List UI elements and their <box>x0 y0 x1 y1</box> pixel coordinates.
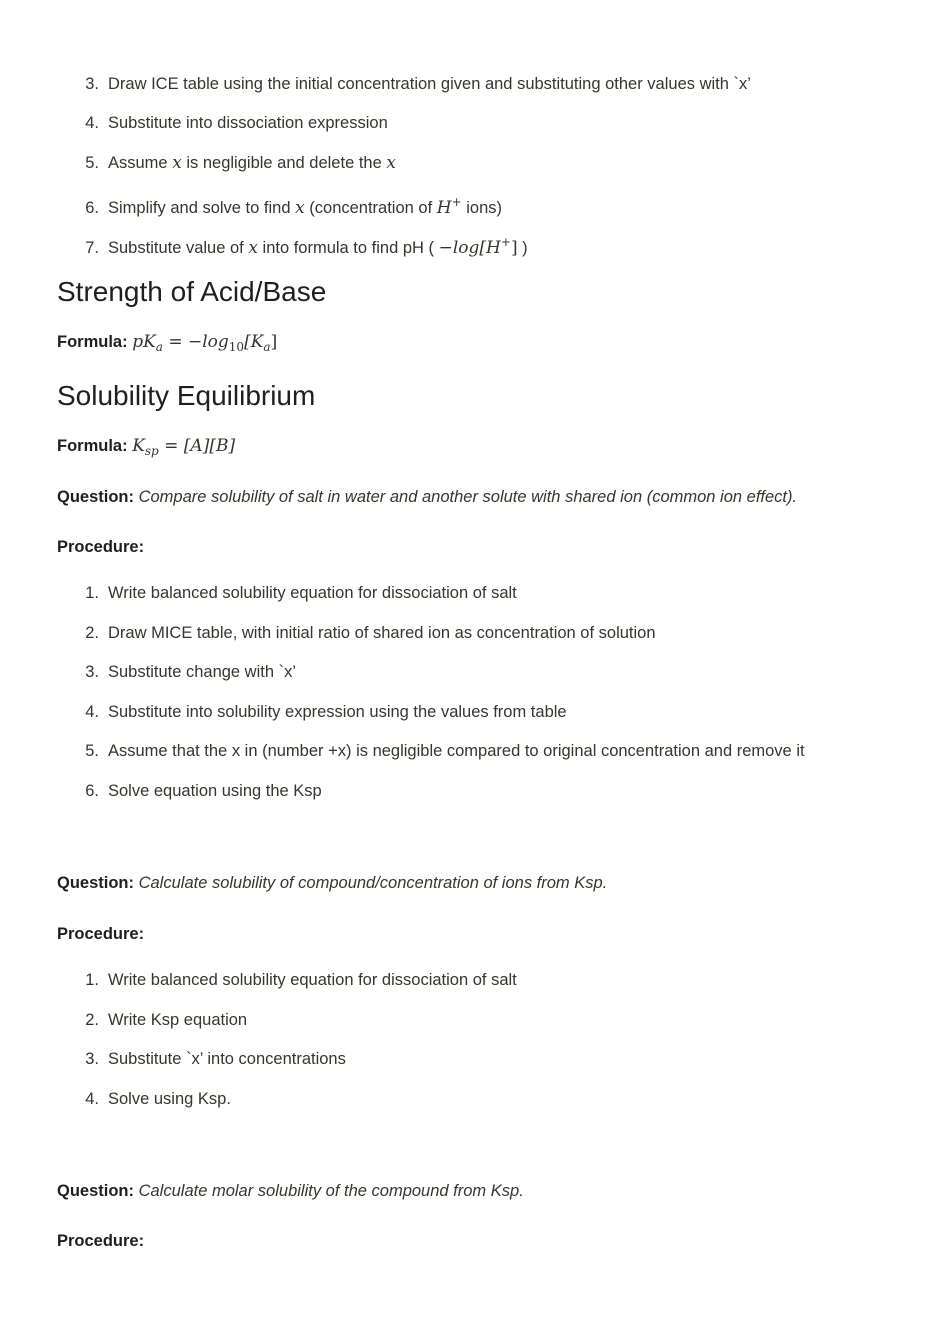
question-line <box>57 872 607 894</box>
procedure-label: Procedure: <box>57 538 145 556</box>
list-number: 7. <box>85 239 99 257</box>
section-heading-solubility: Solubility Equilibrium <box>57 380 316 411</box>
list-text-post: ions) <box>461 199 503 217</box>
question-text: Calculate solubility of compound/concentration of ions from Ksp. <box>138 874 608 892</box>
question-label: Question: <box>57 874 134 892</box>
list-item <box>57 701 567 723</box>
question-text: Compare solubility of salt in water and another solute with shared ion (common ion effect). <box>138 488 798 506</box>
list-text: Substitute into solubility expression using the values from table <box>108 703 567 721</box>
list-text: Substitute into dissociation expression <box>108 114 388 132</box>
list-item <box>57 622 656 644</box>
pka-formula: $pK_a = -\log_{10}[K_a]$ <box>132 332 278 354</box>
list-text: Draw ICE table using the initial concentration given and substituting other values with `x’ <box>108 75 751 93</box>
formula-label: Formula: <box>57 437 128 455</box>
formula-line <box>57 331 277 358</box>
list-number: 1. <box>85 584 99 602</box>
list-text: Write balanced solubility equation for dissociation of salt <box>108 584 517 602</box>
question-text: Calculate molar solubility of the compound from Ksp. <box>138 1182 524 1200</box>
section-heading-strength: Strength of Acid/Base <box>57 276 327 307</box>
list-item <box>57 1048 346 1070</box>
question-line <box>57 1180 524 1202</box>
procedure-label: Procedure: <box>57 1232 145 1250</box>
list-item <box>57 73 751 95</box>
list-number: 6. <box>85 782 99 800</box>
list-text: Substitute change with `x’ <box>108 663 297 681</box>
math-variable: x <box>172 153 182 173</box>
list-text-pre: Assume <box>108 154 173 172</box>
list-text: Solve equation using the Ksp <box>108 782 322 800</box>
list-text-mid: is negligible and delete the <box>181 154 387 172</box>
list-item <box>57 969 517 991</box>
math-variable: x <box>295 198 305 218</box>
list-text: Assume that the x in (number +x) is negligible compared to original concentration and remove it <box>108 742 805 760</box>
list-item <box>57 740 805 762</box>
list-text-post: ) <box>517 239 528 257</box>
list-number: 3. <box>85 663 99 681</box>
list-text: Write balanced solubility equation for dissociation of salt <box>108 971 517 989</box>
list-item <box>57 112 388 134</box>
list-item <box>57 661 296 683</box>
list-text: Draw MICE table, with initial ratio of shared ion as concentration of solution <box>108 624 656 642</box>
list-number: 2. <box>85 624 99 642</box>
list-text: Solve using Ksp. <box>108 1090 231 1108</box>
list-number: 6. <box>85 199 99 217</box>
math-variable: x <box>248 238 258 258</box>
list-text-mid: into formula to find pH ( <box>257 239 439 257</box>
list-item <box>57 1009 247 1031</box>
list-item <box>57 231 528 259</box>
list-number: 3. <box>85 75 99 93</box>
list-item <box>57 582 517 604</box>
list-number: 4. <box>85 1090 99 1108</box>
list-item <box>57 1088 231 1110</box>
list-text-mid: (concentration of <box>304 199 437 217</box>
ksp-formula: $K_{sp} = [A][B]$ <box>132 436 236 458</box>
procedure-label: Procedure: <box>57 925 145 943</box>
list-item <box>57 152 396 174</box>
question-line <box>57 486 797 508</box>
list-number: 1. <box>85 971 99 989</box>
list-text-pre: Simplify and solve to find <box>108 199 296 217</box>
list-item <box>57 191 502 219</box>
question-label: Question: <box>57 488 134 506</box>
formula-label: Formula: <box>57 333 128 351</box>
list-number: 4. <box>85 114 99 132</box>
question-label: Question: <box>57 1182 134 1200</box>
list-number: 4. <box>85 703 99 721</box>
list-text-pre: Substitute value of <box>108 239 249 257</box>
list-text: Substitute `x’ into concentrations <box>108 1050 346 1068</box>
list-number: 3. <box>85 1050 99 1068</box>
list-number: 5. <box>85 154 99 172</box>
math-ion: H+ <box>436 195 462 218</box>
list-text: Write Ksp equation <box>108 1011 248 1029</box>
math-ph-formula: −log[H+] <box>438 235 518 258</box>
list-item <box>57 780 322 802</box>
formula-line <box>57 435 235 462</box>
list-number: 5. <box>85 742 99 760</box>
math-variable: x <box>386 153 396 173</box>
list-number: 2. <box>85 1011 99 1029</box>
